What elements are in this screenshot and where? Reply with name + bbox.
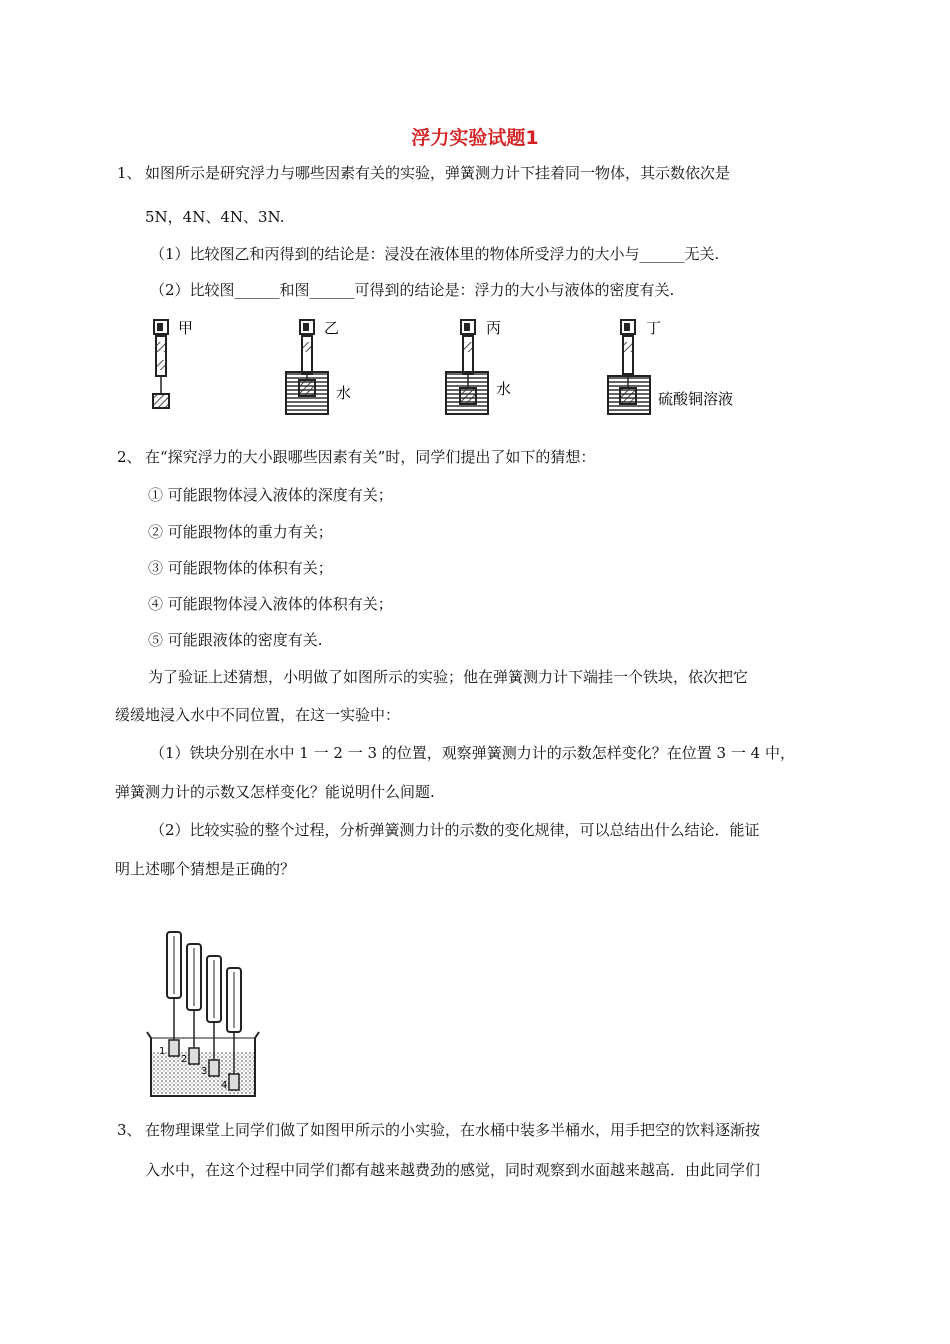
guess-5: ⑤ 可能跟液体的密度有关. [148,631,323,649]
label-water-bing: 水 [496,380,512,398]
label-bing: 丙 [486,319,502,337]
label-copper-sulfate: 硫酸铜溶液 [658,390,734,408]
setup-ding [608,319,733,414]
question-3-text: 在物理课堂上同学们做了如图甲所示的小实验，在水桶中装多半桶水，用手把空的饮料逐渐按 [145,1121,761,1139]
position-3: 3 [201,1066,208,1077]
guess-2: ② 可能跟物体的重力有关； [148,523,333,541]
question-3-text-cont: 入水中，在这个过程中同学们都有越来越费劲的感觉，同时观察到水面越来越高．由此同学们 [145,1161,761,1179]
question-2-para-1: 为了验证上述猜想，小明做了如图所示的实验；他在弹簧测力计下端挂一个铁块，依次把它 [148,668,749,686]
position-1: 1 [159,1046,166,1057]
setup-bing [446,319,511,414]
question-1-readings: 5N，4N、4N、3N. [145,208,285,226]
figure-2-beaker-experiment [145,928,265,1100]
label-jia: 甲 [178,319,194,337]
question-2-sub1: （1）铁块分别在水中 1 一 2 一 3 的位置，观察弹簧测力计的示数怎样变化？在位置 3 一 4 中， [150,744,795,762]
question-2-text: 在“探究浮力的大小跟哪些因素有关”时，同学们提出了如下的猜想： [145,448,596,466]
spring-scale-1 [167,932,181,1056]
question-1-text: 如图所示是研究浮力与哪些因素有关的实验，弹簧测力计下挂着同一物体，其示数依次是 [145,164,731,182]
setup-jia [153,319,193,408]
label-yi: 乙 [324,319,340,337]
question-2-sub1-cont: 弹簧测力计的示数又怎样变化？能说明什么间题. [115,783,435,801]
question-3-number: 3、 [117,1121,142,1139]
figure-1-spring-scales [140,312,780,422]
label-water-yi: 水 [336,384,352,402]
question-2-sub2-cont: 明上述哪个猜想是正确的？ [115,860,296,878]
question-1-number: 1、 [117,164,142,182]
question-2-sub2: （2）比较实验的整个过程，分析弹簧测力计的示数的变化规律，可以总结出什么结论．能证 [150,821,760,839]
question-2-number: 2、 [117,448,142,466]
spring-scale-2 [187,944,201,1064]
position-4: 4 [221,1080,228,1091]
question-1-sub1: （1）比较图乙和丙得到的结论是：浸没在液体里的物体所受浮力的大小与______无关. [150,245,720,263]
label-ding: 丁 [646,319,662,337]
page-title: 浮力实验试题1 [411,127,539,149]
question-2-para-1-cont: 缓缓地浸入水中不同位置，在这一实验中： [115,706,401,724]
guess-1: ① 可能跟物体浸入液体的深度有关； [148,486,393,504]
setup-yi [286,319,351,414]
question-1-sub2: （2）比较图______和图______可得到的结论是：浮力的大小与液体的密度有关. [150,281,675,299]
position-2: 2 [181,1054,188,1065]
guess-3: ③ 可能跟物体的体积有关； [148,559,333,577]
guess-4: ④ 可能跟物体浸入液体的体积有关； [148,595,393,613]
